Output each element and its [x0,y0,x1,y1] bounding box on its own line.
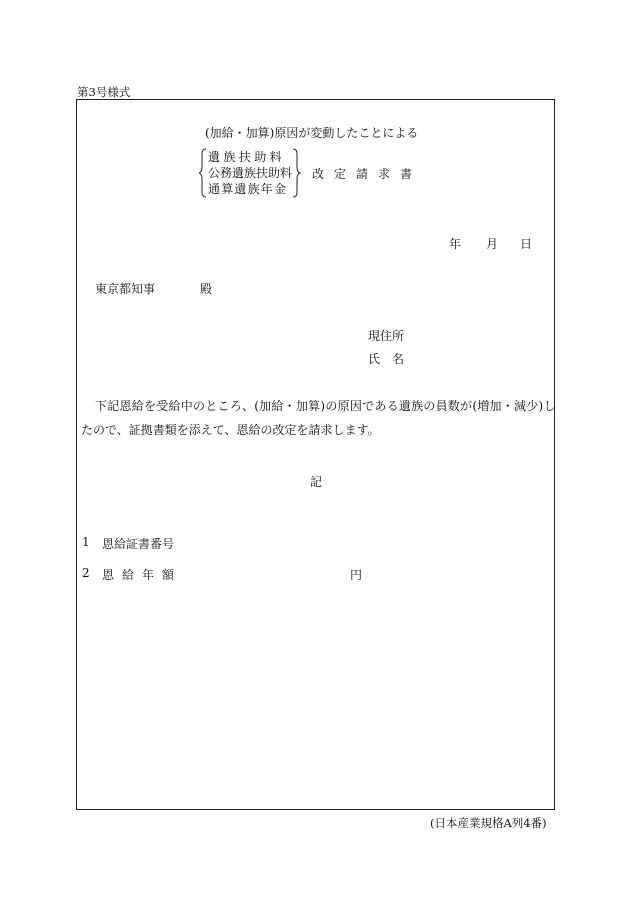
addressee: 東京都知事 [95,282,156,296]
pension-type-survivor-assistance: 遺族扶助料 [208,150,286,164]
date-year-label: 年 [449,237,462,251]
paper-size-note: (日本産業規格A列4番) [430,816,547,830]
form-number-label: 第3号様式 [77,85,131,99]
pension-type-combined-survivor-pension: 通算遺族年金 [208,182,288,196]
item-label-certificate-number: 恩給証書番号 [102,537,175,551]
document-title: 改定請求書 [312,167,423,181]
date-month-label: 月 [486,237,499,251]
request-statement-line-2: たので、証拠書類を添えて、恩給の改定を請求します。 [81,423,380,437]
form-frame [76,99,555,810]
applicant-address-label: 現住所 [368,329,405,343]
item-number: 1 [82,535,90,549]
applicant-name-label: 氏名 [368,352,417,366]
request-statement-line-1: 下記恩給を受給中のところ、(加給・加算)の原因である遺族の員数が(増加・減少)し [95,399,556,413]
pension-type-group [199,148,301,198]
date-day-label: 日 [520,237,533,251]
request-statement [81,394,556,442]
item-number: 2 [82,566,90,580]
item-label-annual-pension: 恩給年額 [102,568,183,582]
yen-unit: 円 [350,568,363,582]
ki-heading: 記 [310,475,323,489]
addressee-honorific: 殿 [200,282,213,296]
document-subtitle: (加給・加算)原因が変動したことによる [205,126,419,140]
pension-type-official-survivor-assistance: 公務遺族扶助料 [208,166,293,180]
